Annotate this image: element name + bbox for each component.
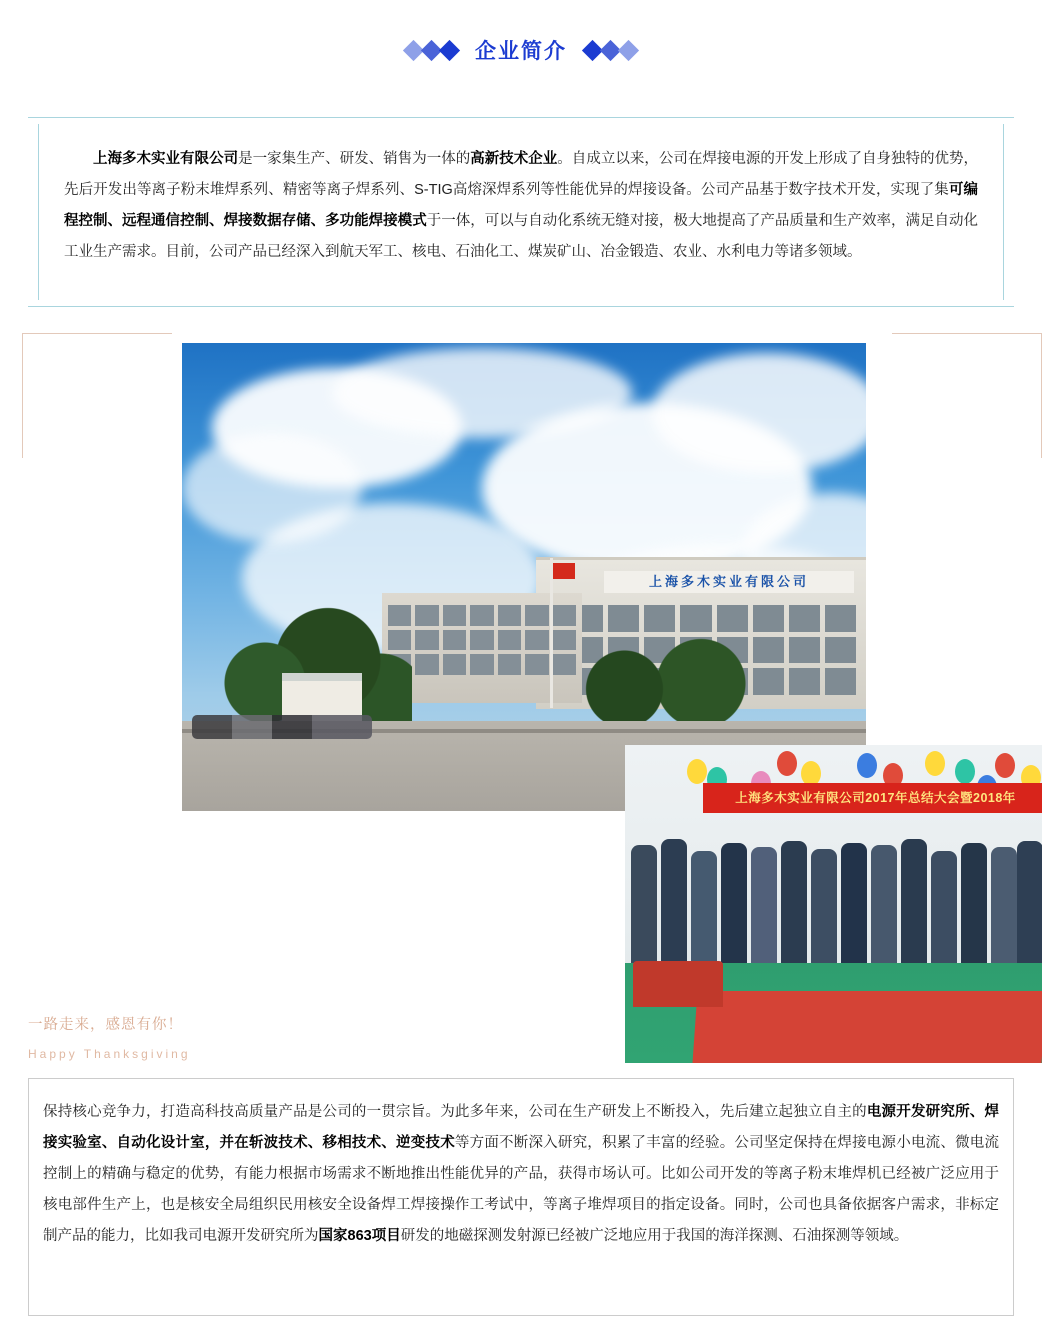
company-strength-paragraph: 保持核心竞争力，打造高科技高质量产品是公司的一贯宗旨。为此多年来，公司在生产研发上不断投入，先后建立起独立自主的电源开发研究所、焊接实验室、自动化设计室，并在斩波技术、移相技术、逆变技术等方面不断深入研究，积累了丰富的经验。公司坚定保持在焊接电源小电流、微电流控制上的精确与稳定的优势，有能力根据市场需求不断地推出性能优异的产品，获得市场认可。比如公司开发的等离子粉末堆焊机已经被广泛应用于核电部件生产上，也是核安全局组织民用核安全设备焊工焊接操作工考试中，等离子堆焊项目的指定设备。同时，公司也具备依据客户需求，非标定制产品的能力，比如我司电源开发研究所为国家863项目研发的地磁探测发射源已经被广泛地应用于我国的海洋探测、石油探测等领域。 [43, 1104, 999, 1244]
tree-cluster [582, 623, 752, 733]
balloon-icon [955, 759, 975, 784]
page-title: 企业简介 [475, 40, 567, 63]
diamond-icon [439, 39, 460, 60]
flagpole [550, 558, 553, 708]
decorative-rule-left-top [22, 333, 172, 334]
balloon-icon [925, 751, 945, 776]
left-diamond-ornament [406, 43, 457, 58]
secondary-building-windows [388, 605, 576, 675]
red-carpet [692, 991, 1042, 1063]
balloon-icon [995, 753, 1015, 778]
balloon-icon [777, 751, 797, 776]
right-diamond-ornament [585, 43, 636, 58]
thanksgiving-chinese-text: 一路走来，感恩有你！ [28, 1017, 183, 1033]
diamond-icon [618, 39, 639, 60]
page-title-row [0, 28, 1042, 72]
group-photo [625, 745, 1042, 1063]
decorative-rule-left [22, 333, 23, 458]
thanksgiving-english-text: Happy Thanksgiving [28, 1047, 191, 1061]
balloon-icon [857, 753, 877, 778]
cloud-shape [182, 433, 362, 543]
decorative-rule-right-top [892, 333, 1042, 334]
company-intro-paragraph: 上海多木实业有限公司是一家集生产、研发、销售为一体的高新技术企业。自成立以来，公司在焊接电源的开发上形成了自身独特的优势，先后开发出等离子粉末堆焊系列、精密等离子焊系列、S-TIG高熔深焊系列等性能优异的焊接设备。公司产品基于数字技术开发，实现了集可编程控制、远程通信控制、焊接数据存储、多功能焊接模式于一体，可以与自动化系统无缝对接，极大地提高了产品质量和生产效率，满足自动化工业生产需求。目前，公司产品已经深入到航天军工、核电、石油化工、煤炭矿山、冶金锻造、农业、水利电力等诸多领域。 [64, 151, 979, 260]
company-strength-box [28, 1078, 1014, 1316]
company-intro-box [28, 117, 1014, 307]
event-banner-text: 上海多木实业有限公司2017年总结大会暨2018年 [703, 783, 1042, 813]
people-crowd [625, 823, 1042, 963]
building-sign-text: 上海多木实业有限公司 [604, 571, 854, 593]
flag-icon [553, 563, 575, 579]
parked-cars [192, 715, 372, 739]
balloon-icon [687, 759, 707, 784]
cloud-shape [652, 353, 866, 473]
building-photo [182, 343, 866, 811]
covered-table [633, 961, 723, 1007]
photo-section [22, 333, 1042, 1063]
